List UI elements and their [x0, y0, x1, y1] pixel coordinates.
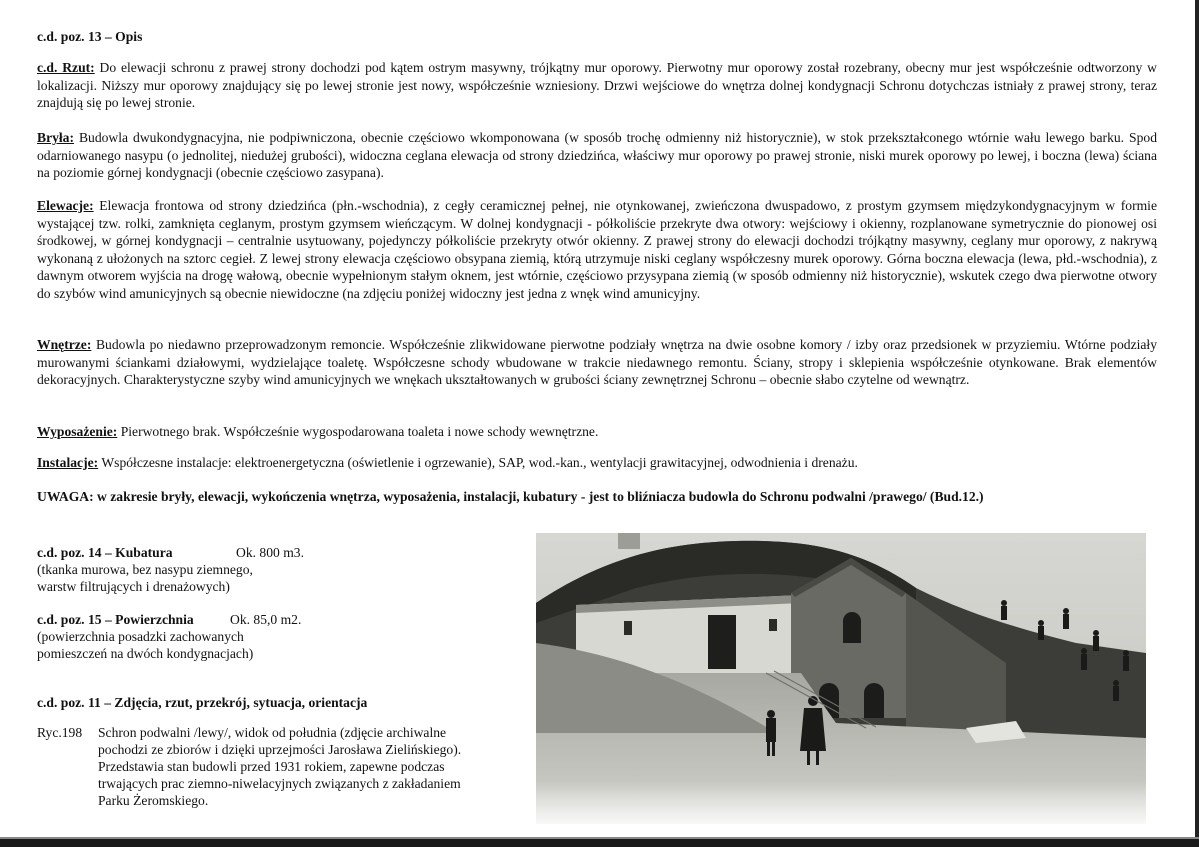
- paragraph-uwaga: [37, 488, 1157, 506]
- kubatura-note-2: warstw filtrujących i drenażowych): [37, 579, 230, 594]
- text-uwaga: w zakresie bryły, elewacji, wykończenia wnętrza, wyposażenia, instalacji, kubatury - jest to bliźniacza budowla do Schronu podwalni /prawego/ (Bud.12.): [93, 489, 984, 504]
- paragraph-wyposazenie: [37, 423, 1157, 441]
- powierzchnia-note-1: (powierzchnia posadzki zachowanych: [37, 629, 244, 644]
- label-elewacje: Elewacje:: [37, 198, 94, 213]
- caption-line-3: Przedstawia stan budowli przed 1931 rokiem, zapewne podczas: [98, 759, 445, 774]
- scan-border-bottom: [0, 839, 1199, 847]
- paragraph-instalacje: [37, 454, 1157, 472]
- text-wyposazenie: Pierwotnego brak. Współcześnie wygospodarowana toaleta i nowe schody wewnętrzne.: [117, 424, 599, 439]
- kubatura-value: Ok. 800 m3.: [236, 545, 304, 560]
- text-instalacje: Współczesne instalacje: elektroenergetyczna (oświetlenie i ogrzewanie), SAP, wod.-kan., wentylacji grawitacyjnej, odwodnienia i drenażu.: [98, 455, 858, 470]
- label-wnetrze: Wnętrze:: [37, 337, 92, 352]
- text-bryla: Budowla dwukondygnacyjna, nie podpiwniczona, obecnie częściowo wkomponowana (w sposób trochę odmienny niż historycznie), w stok przekształconego wtórnie wału lewego barku. Spod odarniowanego nasypu (o jednolitej, niedużej grubości), widoczna ceglana elewacja od strony dziedzińca, właściwy mur oporowy po prawej stronie, niski murek oporowy po lewej, i boczna (lewa) ściana na poziomie górnej kondygnacji (obecnie częściowo zasypana).: [37, 130, 1157, 181]
- paragraph-rzut: [37, 59, 1157, 112]
- caption-line-4: trwających prac ziemno-niwelacyjnych związanych z zakładaniem: [98, 776, 461, 791]
- kubatura-note-1: (tkanka murowa, bez nasypu ziemnego,: [37, 562, 253, 577]
- label-uwaga: UWAGA:: [37, 489, 94, 504]
- label-rzut: c.d. Rzut:: [37, 60, 95, 75]
- label-bryla: Bryła:: [37, 130, 74, 145]
- paragraph-wnetrze: [37, 336, 1157, 389]
- text-rzut: Do elewacji schronu z prawej strony dochodzi pod kątem ostrym masywny, trójkątny mur oporowy. Pierwotny mur oporowy został rozebrany, obecny mur jest współcześnie odtworzony w lokalizacji. Niższy mur oporowy znajdujący się po lewej stronie jest nowy, współcześnie wzniesiony. Drzwi wejściowe do wnętrza dolnej kondygnacji Schronu dotychczas istniały z prawej strony, teraz znajdują się po lewej stronie.: [37, 60, 1157, 111]
- kubatura-title: c.d. poz. 14 – Kubatura: [37, 545, 173, 560]
- label-instalacje: Instalacje:: [37, 455, 99, 470]
- powierzchnia-title: c.d. poz. 15 – Powierzchnia: [37, 612, 194, 627]
- section-title: c.d. poz. 13 – Opis: [37, 29, 143, 44]
- powierzchnia-value: Ok. 85,0 m2.: [230, 612, 302, 627]
- text-wnetrze: Budowla po niedawno przeprowadzonym remoncie. Współcześnie zlikwidowane pierwotne podziały wnętrza na dwie osobne komory / izby oraz przedsionek w przyziemiu. Wtórne podziały murowanymi ściankami działowymi, wydzielające toaletę. Współczesne schody wbudowane w trakcie niedawnego remontu. Ściany, stropy i sklepienia współcześnie otynkowane. Brak elementów dekoracyjnych. Charakterystyczne szyby wind amunicyjnych we wnękach ukształtowanych w grubości ściany zewnętrznej Schronu – obecnie słabo czytelne od wewnątrz.: [37, 337, 1157, 388]
- caption-ref: Ryc.198: [37, 725, 83, 740]
- zdjecia-title: c.d. poz. 11 – Zdjęcia, rzut, przekrój, sytuacja, orientacja: [37, 695, 368, 710]
- caption-line-1: Schron podwalni /lewy/, widok od południa (zdjęcie archiwalne: [98, 725, 447, 740]
- scan-border-right: [1195, 0, 1199, 847]
- archival-photo: [536, 533, 1146, 824]
- caption-line-2: pochodzi ze zbiorów i dzięki uprzejmości Jarosława Zielińskiego).: [98, 742, 462, 757]
- paragraph-elewacje: [37, 197, 1157, 303]
- text-elewacje: Elewacja frontowa od strony dziedzińca (płn.-wschodnia), z cegły ceramicznej pełnej, nie otynkowanej, zwieńczona dwuspadowo, z prostym gzymsem międzykondygnacyjnym w formie wystającej tzw. rolki, zamknięta ceglanym, prostym gzymsem wieńczącym. W dolnej kondygnacji - półkoliście przekryte dwa otwory: wejściowy i okienny, rozplanowane symetrycznie do pionowej osi środkowej, w górnej kondygnacji – centralnie usytuowany, pojedynczy półkoliście przekryty otwór okienny. Z prawej strony do elewacji dochodzi trójkątny masywny, ceglany mur oporowy, z nakrywą wykonaną z ułożonych na sztorc cegieł. Z lewej strony elewacja częściowo obsypana ziemią, którą utrzymuje niski ceglany współczesny murek oporowy. Górna boczna elewacja (lewa, płd.-wschodnia), z dawnym otworem wyjścia na drogę wałową, obecnie wypełnionym stałym oknem, jest wtórnie, częściowo przysypana ziemią (w sposób odmienny niż historycznie), wskutek czego dwa pierwotne otwory do szybów wind amunicyjnych są obecnie niewidoczne (na zdjęciu poniżej widoczny jest jedna z wnęk wind amunicyjny.: [37, 198, 1157, 301]
- caption-line-5: Parku Żeromskiego.: [98, 793, 209, 808]
- archival-photo-drawing: [536, 533, 1146, 824]
- powierzchnia-note-2: pomieszczeń na dwóch kondygnacjach): [37, 646, 254, 661]
- label-wyposazenie: Wyposażenie:: [37, 424, 118, 439]
- paragraph-bryla: [37, 129, 1157, 182]
